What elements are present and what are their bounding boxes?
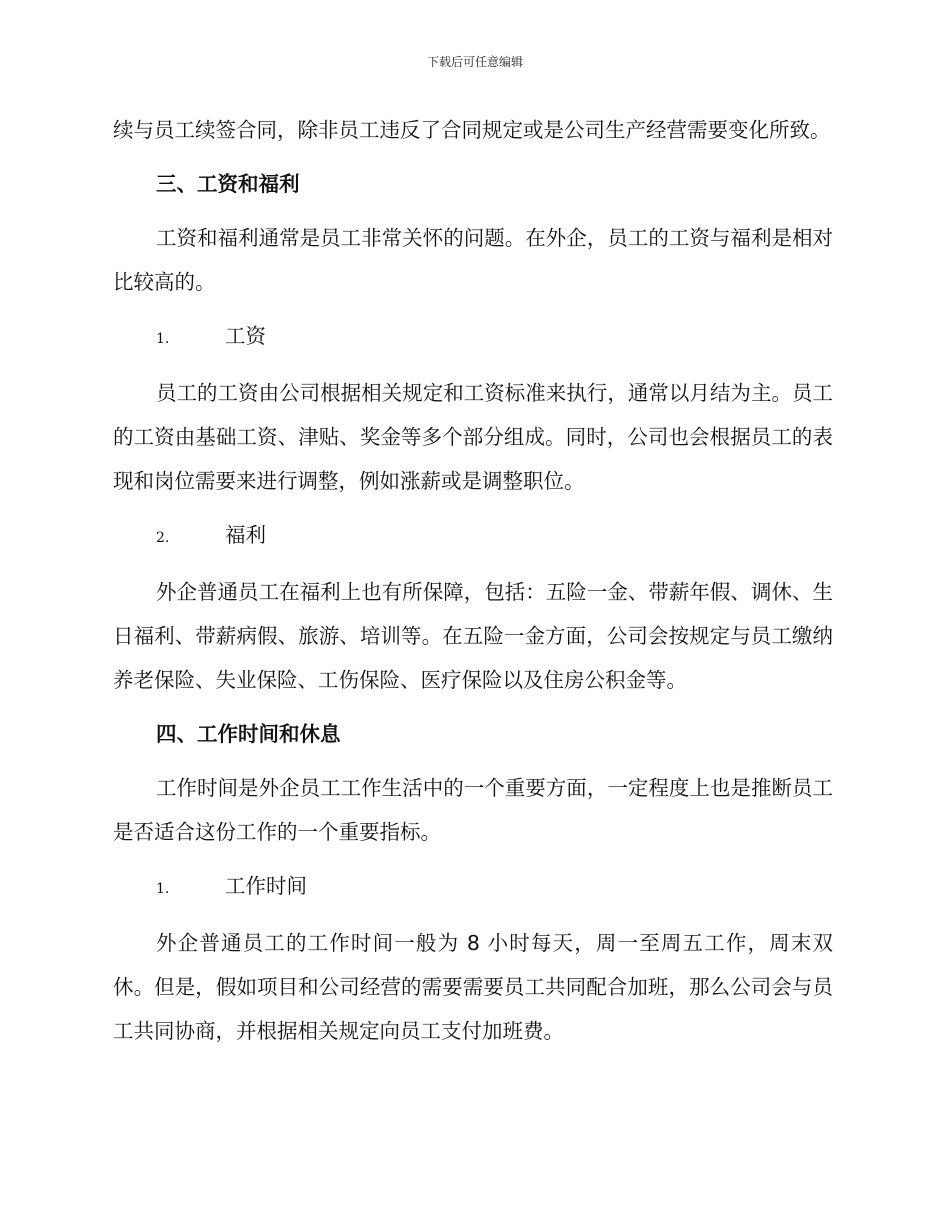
paragraph-work-hours-details: 外企普通员工的工作时间一般为 8 小时每天，周一至周五工作，周末双休。但是，假如项目和公司经营的需要需要员工共同配合加班，那么公司会与员工共同协商，并根据相关规定向员工支付加班费。 [113,931,833,1043]
list-number: 1. [156,881,170,897]
list-item-label: 工资 [225,324,266,348]
list-item-benefits [156,513,833,560]
paragraph-salary-benefits-intro: 工资和福利通常是员工非常关怀的问题。在外企，员工的工资与福利是相对比较高的。 [113,226,833,294]
list-item-work-hours [156,864,833,911]
paragraph-work-time-intro: 工作时间是外企员工工作生活中的一个重要方面，一定程度上也是推断员工是否适合这份工作的一个重要指标。 [113,776,833,844]
section-heading-salary-benefits: 三、工资和福利 [156,172,300,196]
page-header: 下载后可任意编辑 [426,55,523,69]
list-number: 2. [156,530,170,546]
paragraph-salary-details: 员工的工资由公司根据相关规定和工资标准来执行，通常以月结为主。员工的工资由基础工资、津贴、奖金等多个部分组成。同时，公司也会根据员工的表现和岗位需要来进行调整，例如涨薪或是调整职位。 [113,381,833,493]
list-item-label: 工作时间 [225,874,307,898]
section-heading-work-time: 四、工作时间和休息 [156,722,341,746]
paragraph-benefits-details: 外企普通员工在福利上也有所保障，包括：五险一金、带薪年假、调休、生日福利、带薪病假、旅游、培训等。在五险一金方面，公司会按规定与员工缴纳养老保险、失业保险、工伤保险、医疗保险以及住房公积金等。 [113,580,833,692]
document-body [113,108,833,1063]
list-item-label: 福利 [225,523,266,547]
list-number: 1. [156,331,170,347]
paragraph-contract-continuation: 续与员工续签合同，除非员工违反了合同规定或是公司生产经营需要变化所致。 [113,118,831,142]
list-item-salary [156,314,833,361]
